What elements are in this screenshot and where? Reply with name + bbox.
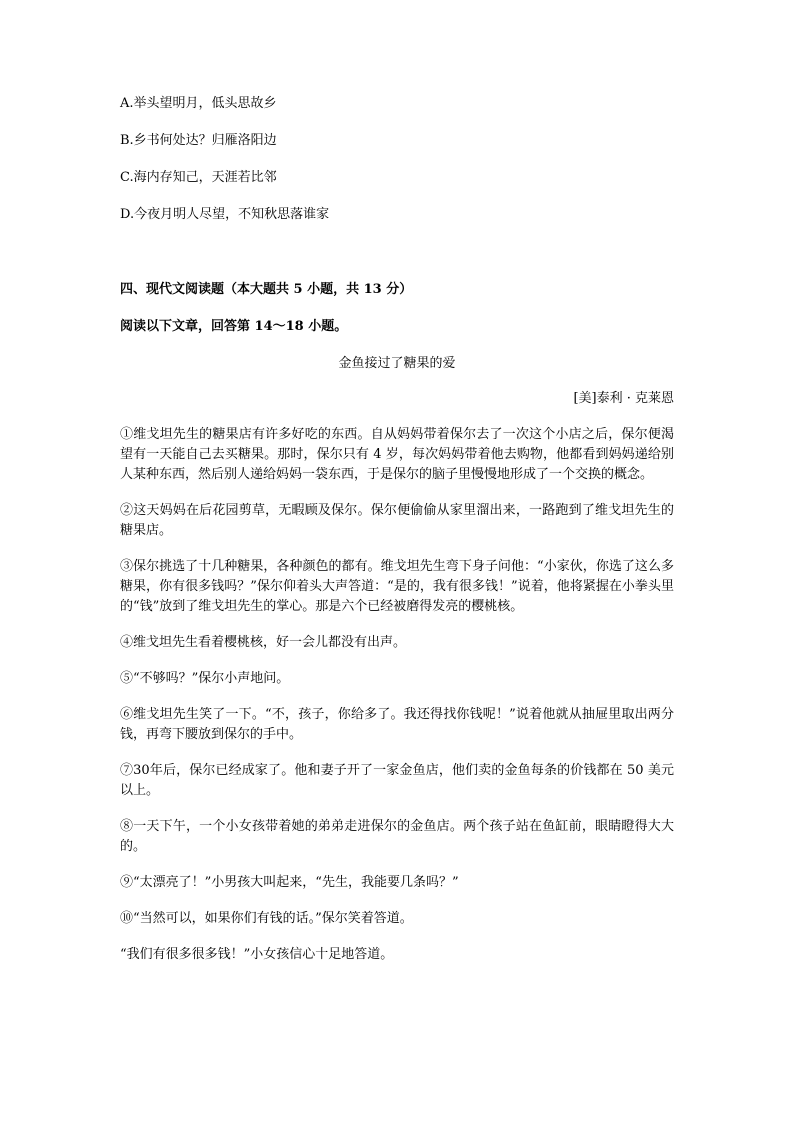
option-a: A.举头望明月，低头思故乡 (120, 96, 277, 111)
paragraph: ②这天妈妈在后花园剪草，无暇顾及保尔。保尔便偷偷从家里溜出来，一路跑到了维戈坦先生的糖果店。 (120, 503, 674, 538)
option-d: D.今夜月明人尽望，不知秋思落谁家 (120, 207, 330, 222)
paragraph: ③保尔挑选了十几种糖果，各种颜色的都有。维戈坦先生弯下身子问他：“小家伙，你选了这么多糖果，你有很多钱吗？”保尔仰着头大声答道：“是的，我有很多钱！”说着，他将紧握在小拳头里的“钱”放到了维戈坦先生的掌心。那是六个已经被磨得发亮的樱桃核。 (120, 559, 674, 614)
article-author: [美]泰利 · 克莱恩 (573, 391, 674, 406)
paragraph: ⑧一天下午，一个小女孩带着她的弟弟走进保尔的金鱼店。两个孩子站在鱼缸前，眼睛瞪得大大的。 (120, 819, 674, 854)
paragraph: “我们有很多很多钱！”小女孩信心十足地答道。 (120, 947, 394, 962)
article-title: 金鱼接过了糖果的爱 (338, 356, 456, 371)
option-c: C.海内存知己，天涯若比邻 (120, 170, 277, 185)
option-b: B.乡书何处达？归雁洛阳边 (120, 133, 277, 148)
section-heading: 四、现代文阅读题（本大题共 5 小题，共 13 分） (120, 282, 413, 297)
section-instruction: 阅读以下文章，回答第 14～18 小题。 (120, 319, 348, 334)
paragraph: ⑨“太漂亮了！”小男孩大叫起来，“先生，我能要几条吗？” (120, 875, 459, 890)
spacer (120, 242, 674, 280)
paragraph: ④维戈坦先生看着樱桃核，好一会儿都没有出声。 (120, 635, 407, 650)
paragraph: ⑤“不够吗？”保尔小声地问。 (120, 671, 290, 686)
paragraph: ⑩“当然可以，如果你们有钱的话。”保尔笑着答道。 (120, 911, 413, 926)
document-page (120, 94, 674, 981)
paragraph: ⑥维戈坦先生笑了一下。“不，孩子，你给多了。我还得找你钱呢！”说着他就从抽屉里取出两分钱，再弯下腰放到保尔的手中。 (120, 707, 674, 742)
paragraph: ①维戈坦先生的糖果店有许多好吃的东西。自从妈妈带着保尔去了一次这个小店之后，保尔便渴望有一天能自己去买糖果。那时，保尔只有 4 岁，每次妈妈带着他去购物，他都看到妈妈递给别人某种东西，然后别人递给妈妈一袋东西，于是保尔的脑子里慢慢地形成了一个交换的概念。 (120, 427, 674, 482)
paragraph: ⑦30年后，保尔已经成家了。他和妻子开了一家金鱼店，他们卖的金鱼每条的价钱都在 50 美元以上。 (120, 763, 674, 798)
